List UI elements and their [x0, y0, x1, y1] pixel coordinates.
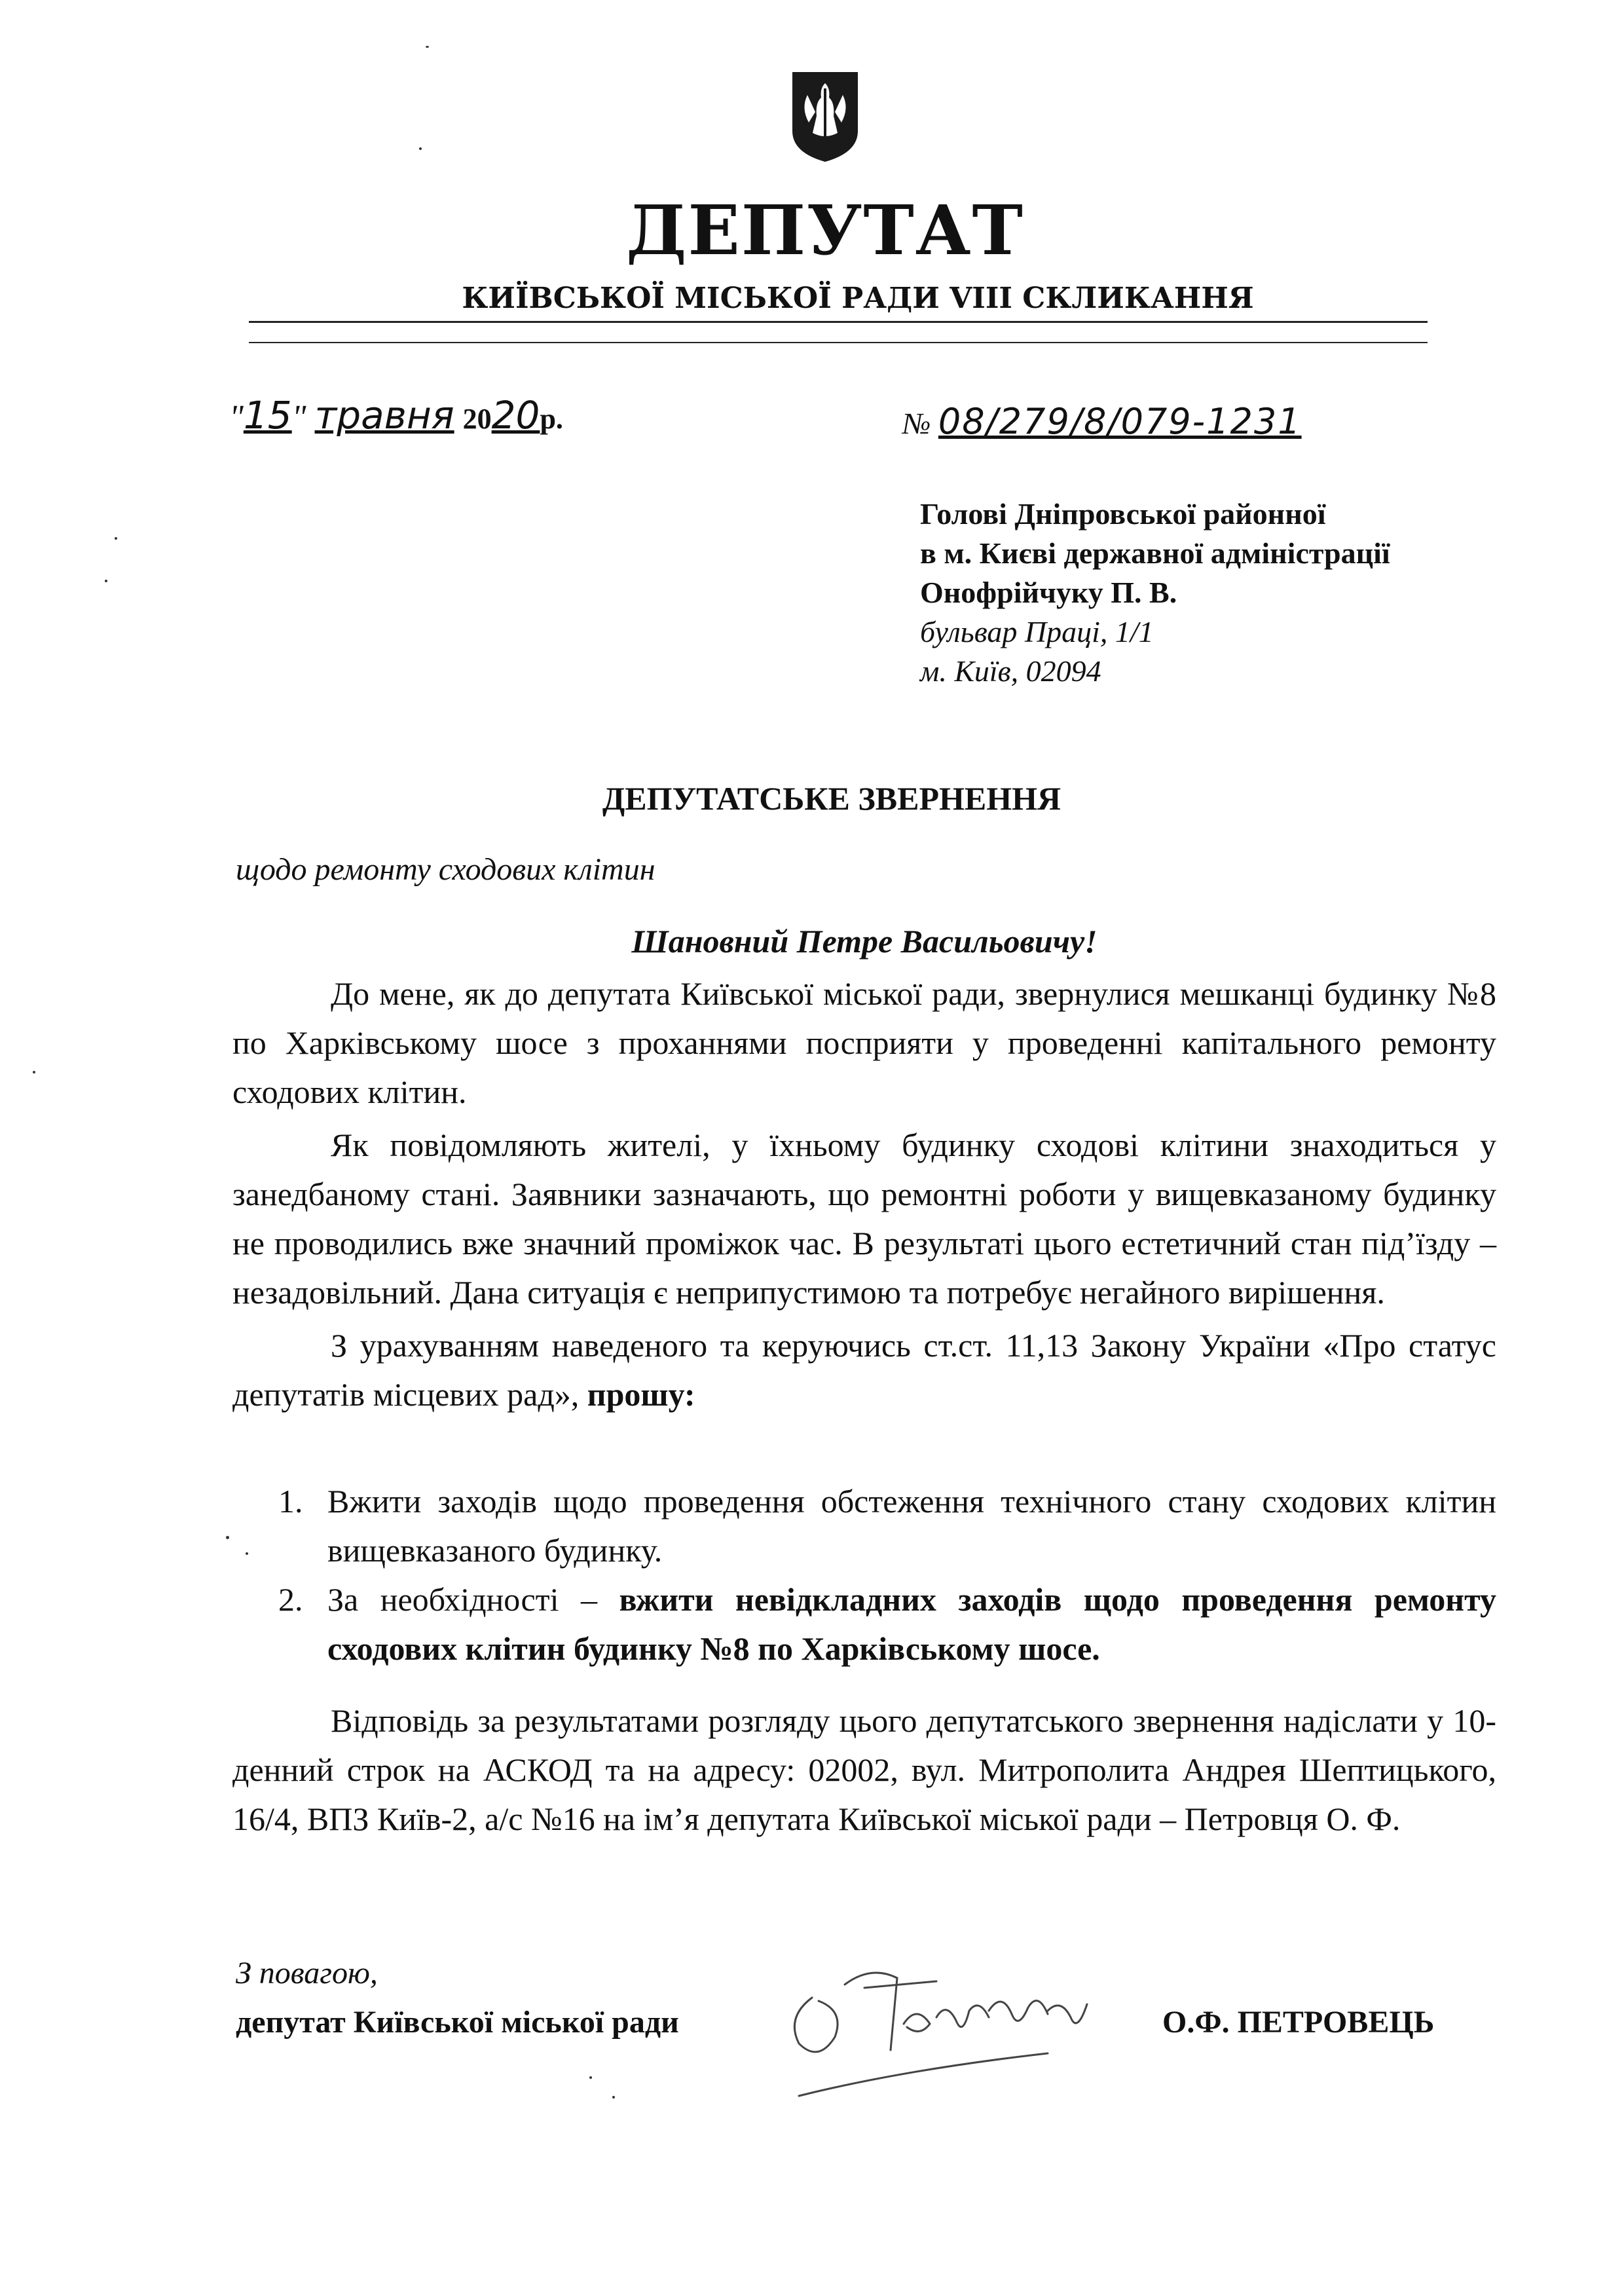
- body-paragraph-3-text: З урахуванням наведеного та керуючись ст.ст. 11,13 Закону України «Про статус депутатів місцевих рад»,: [232, 1327, 1496, 1413]
- body-paragraph-3: [232, 1321, 1496, 1419]
- letterhead-title: ДЕПУТАТ: [626, 190, 1024, 271]
- addressee-name: Онофрійчуку П. В.: [920, 576, 1177, 609]
- request-list: [278, 1477, 1496, 1673]
- addressee-street: бульвар Праці, 1/1: [920, 615, 1154, 648]
- addressee-city: м. Київ, 02094: [920, 654, 1101, 688]
- list-item-text: Вжити заходів щодо проведення обстеження технічного стану сходових клітин вищевказаного будинку.: [327, 1483, 1496, 1569]
- date-year-suffix: 20: [491, 393, 540, 438]
- date-day: 15: [243, 393, 292, 438]
- appeal-title: ДЕПУТАТСЬКЕ ЗВЕРНЕННЯ: [602, 780, 1061, 817]
- signer-role: депутат Київської міської ради: [236, 2005, 679, 2040]
- body-paragraph-3-request: прошу:: [587, 1376, 695, 1413]
- scan-speck: [226, 1536, 229, 1539]
- document-date: [229, 393, 563, 438]
- letterhead-rule-top: [249, 321, 1428, 323]
- appeal-subject: щодо ремонту сходових клітин: [236, 852, 655, 887]
- list-item-text-bold: вжити невідкладних заходів щодо проведення ремонту сходових клітин будинку №8 по Харківському шосе.: [327, 1581, 1496, 1667]
- salutation: Шановний Петре Васильовичу!: [631, 923, 1098, 960]
- letter-body: [232, 969, 1496, 1419]
- list-item-number: 2.: [278, 1581, 303, 1618]
- number-value: 08/279/8/079-1231: [938, 401, 1302, 442]
- list-item-text-plain: За необхідності –: [327, 1581, 597, 1618]
- document-number: [902, 401, 1302, 442]
- addressee-block: [920, 494, 1390, 691]
- date-month: травня: [314, 393, 454, 438]
- date-year-mark: р.: [540, 403, 563, 435]
- letterhead-rule-bottom: [249, 342, 1428, 343]
- addressee-line-1: Голові Дніпровської районної: [920, 497, 1326, 531]
- reply-instructions: [232, 1696, 1496, 1844]
- list-item-number: 1.: [278, 1483, 303, 1520]
- scan-speck: [612, 2096, 615, 2099]
- reply-paragraph: Відповідь за результатами розгляду цього депутатського звернення надіслати у 10-денний строк на АСКОД та на адресу: 02002, вул. Митрополита Андрея Шептицького, 16/4, ВПЗ Київ-2, а/с №16 на ім’я депутата Київської міської ради – Петровця О. Ф.: [232, 1702, 1496, 1837]
- signer-name: О.Ф. ПЕТРОВЕЦЬ: [1162, 2005, 1435, 2040]
- letterhead-subtitle: КИЇВСЬКОЇ МІСЬКОЇ РАДИ VIII СКЛИКАННЯ: [462, 282, 1254, 315]
- coat-of-arms-emblem: [789, 69, 861, 164]
- number-label: №: [902, 407, 931, 440]
- handwritten-signature: [773, 1939, 1139, 2109]
- scan-speck: [426, 46, 429, 48]
- list-item: [278, 1477, 1496, 1575]
- date-open-quote: ": [229, 399, 244, 436]
- body-paragraph-2: Як повідомляють жителі, у їхньому будинку сходові клітини знаходиться у занедбаному стані. Заявники зазначають, що ремонтні роботи у вищевказаному будинку не проводились вже значний проміжок час. В результаті цього естетичний стан під’їзду – незадовільний. Дана ситуація є неприпустимою та потребує негайного вирішення.: [232, 1127, 1496, 1311]
- closing-regards: З повагою,: [236, 1956, 378, 1990]
- date-year-prefix: 20: [462, 403, 492, 435]
- scan-speck: [33, 1071, 35, 1073]
- list-item-text: [327, 1575, 1496, 1673]
- date-close-quote: ": [291, 399, 306, 436]
- scan-speck: [589, 2076, 592, 2079]
- addressee-line-2: в м. Києві державної адміністрації: [920, 536, 1390, 570]
- scan-speck: [115, 537, 117, 540]
- scan-speck: [419, 147, 422, 150]
- scan-speck: [246, 1552, 248, 1555]
- list-item: [278, 1575, 1496, 1673]
- body-paragraph-1: До мене, як до депутата Київської міської ради, звернулися мешканці будинку №8 по Харківському шосе з проханнями посприяти у проведенні капітального ремонту сходових клітин.: [232, 975, 1496, 1110]
- scan-speck: [105, 580, 107, 582]
